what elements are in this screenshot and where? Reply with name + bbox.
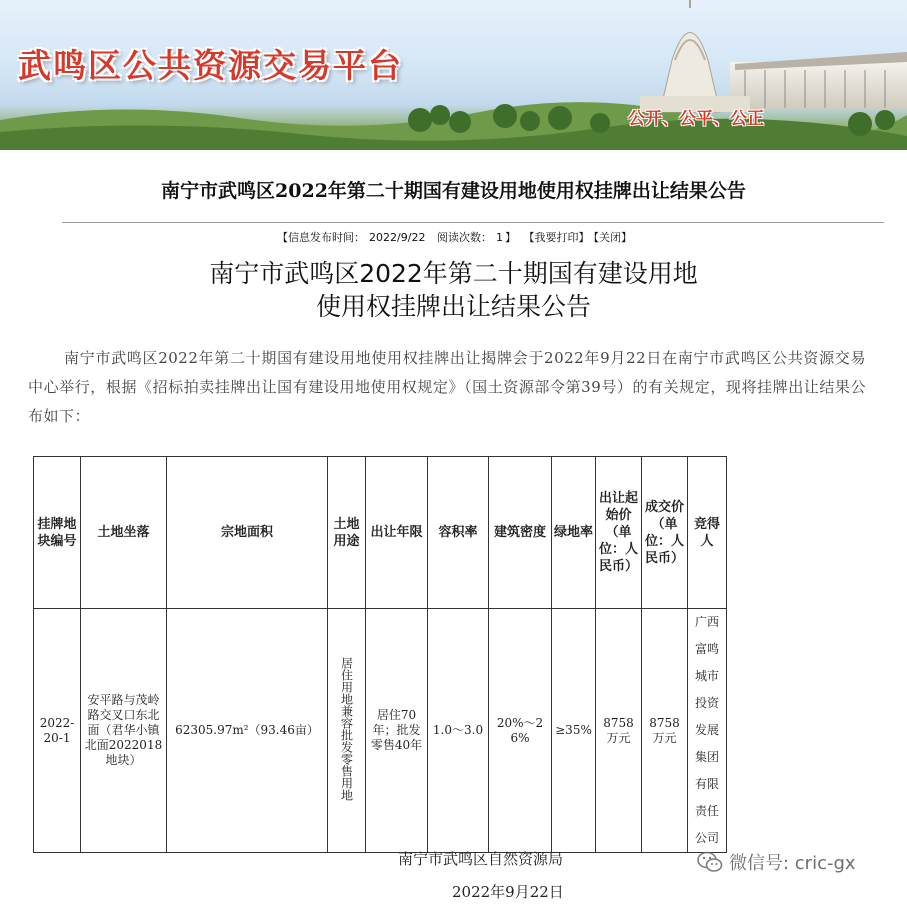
cell-winner: 广西富鸣城市投资发展集团有限责任公司	[688, 609, 727, 853]
cell-usage-text: 居住用地兼容批发零售用地	[339, 656, 354, 801]
banner-slogan: 公开、公平、公正	[628, 109, 764, 129]
cell-plot-no: 2022-20-1	[34, 609, 81, 853]
header-location: 土地坐落	[81, 457, 167, 609]
publish-time-label: 【信息发布时间：	[277, 231, 366, 244]
read-count-label: 阅读次数：	[436, 231, 492, 244]
table-header-row	[34, 457, 727, 609]
read-count: 阅读次数： 1 】	[436, 231, 516, 244]
cell-green: ≥35%	[552, 609, 596, 853]
intro-paragraph: 南宁市武鸣区2022年第二十期国有建设用地使用权挂牌出让揭牌会于2022年9月22日在南宁市武鸣区公共资源交易中心举行，根据《招标拍卖挂牌出让国有建设用地使用权规定》（国土资源部令第39号）的有关规定，现将挂牌出让结果公布如下：	[28, 349, 866, 425]
title-divider	[62, 222, 884, 223]
document-title	[0, 257, 907, 323]
close-link[interactable]: 【关闭】	[593, 231, 632, 244]
cell-usage	[328, 609, 366, 853]
page-title: 南宁市武鸣区2022年第二十期国有建设用地使用权挂牌出让结果公告	[161, 180, 746, 202]
header-area: 宗地面积	[167, 457, 328, 609]
cell-deal-price: 8758万元	[642, 609, 688, 853]
cell-area: 62305.97m²（93.46亩）	[167, 609, 328, 853]
cell-term: 居住70年；批发零售40年	[366, 609, 428, 853]
header-term: 出让年限	[366, 457, 428, 609]
article-info-line	[0, 229, 907, 245]
header-start-price: 出让起始价（单位：人民币）	[596, 457, 642, 609]
publish-time	[275, 231, 427, 244]
cell-plot-ratio: 1.0～3.0	[428, 609, 489, 853]
header-plot-no: 挂牌地块编号	[34, 457, 81, 609]
print-link[interactable]: 【我要打印】	[523, 231, 590, 244]
watermark-text: 微信号: cric-gx	[729, 853, 856, 874]
wechat-watermark	[697, 849, 856, 875]
table-row	[34, 609, 727, 853]
result-table	[33, 456, 727, 853]
document-title-line2: 使用权挂牌出让结果公告	[315, 292, 591, 321]
site-banner	[0, 0, 907, 150]
cell-start-price: 8758万元	[596, 609, 642, 853]
issuing-authority: 南宁市武鸣区自然资源局	[398, 850, 564, 868]
cell-density: 20%～26%	[489, 609, 552, 853]
read-count-value: 1	[495, 231, 503, 244]
header-plot-ratio: 容积率	[428, 457, 489, 609]
site-title: 武鸣区公共资源交易平台	[18, 46, 403, 85]
header-usage: 土地用途	[328, 457, 366, 609]
header-deal-price: 成交价（单位：人民币）	[642, 457, 688, 609]
wechat-icon	[697, 851, 723, 873]
header-density: 建筑密度	[489, 457, 552, 609]
header-winner: 竞得人	[688, 457, 727, 609]
cell-location: 安平路与茂岭路交叉口东北面（君华小镇北面2022018地块）	[81, 609, 167, 853]
header-green: 绿地率	[552, 457, 596, 609]
publish-time-value: 2022/9/22	[369, 231, 426, 244]
document-title-line1: 南宁市武鸣区2022年第二十期国有建设用地	[209, 259, 698, 288]
issue-date: 2022年9月22日	[452, 883, 564, 901]
